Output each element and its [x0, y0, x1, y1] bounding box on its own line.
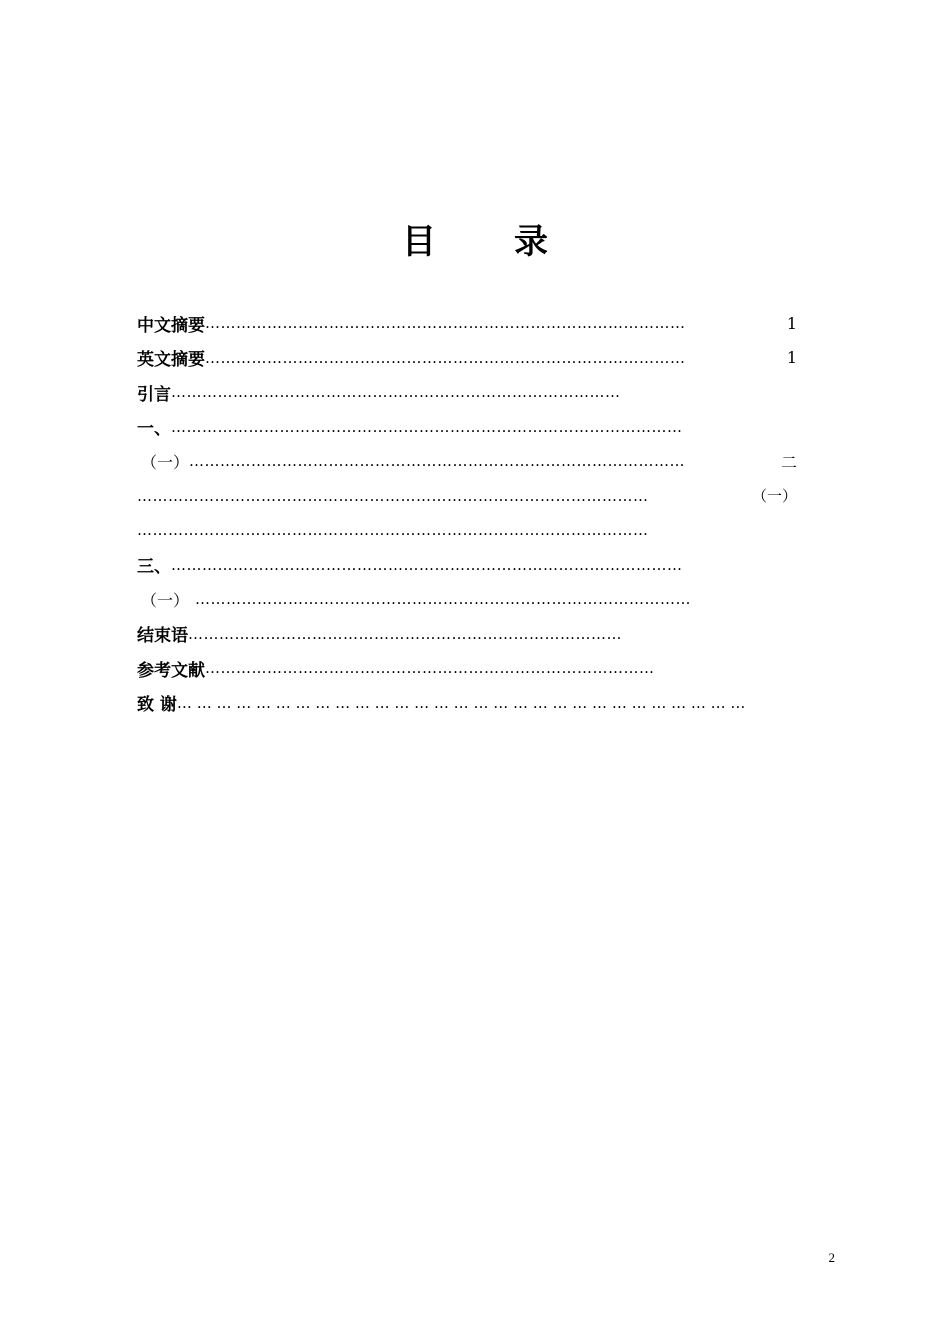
toc-leader: ……………………………………………………………………………………… — [171, 555, 683, 574]
toc-entry-references[interactable] — [137, 651, 797, 686]
toc-trailing-text: 二 — [780, 452, 797, 472]
title-char-2: 录 — [514, 222, 548, 262]
toc-label: 中文摘要 — [137, 315, 205, 336]
toc-entry-continuation-2[interactable] — [137, 513, 797, 548]
toc-entry-acknowledgements[interactable] — [137, 686, 797, 721]
table-of-contents — [137, 306, 797, 720]
toc-label: 引言 — [137, 384, 171, 405]
toc-leader: ……………………………………………………………………………………… — [137, 486, 649, 505]
toc-entry-english-abstract[interactable] — [137, 341, 797, 376]
toc-label: 三、 — [137, 557, 171, 578]
toc-entry-introduction[interactable] — [137, 375, 797, 410]
toc-entry-section-3[interactable] — [137, 548, 797, 583]
toc-leader: …………………………………………………………………………………… — [189, 452, 686, 471]
toc-label: 一、 — [137, 419, 171, 440]
toc-leader: ………………………………………………………………………………… — [205, 348, 686, 367]
toc-label: （一） — [141, 590, 190, 610]
title-char-1: 目 — [402, 222, 436, 262]
toc-label: 结束语 — [137, 626, 188, 647]
toc-label: （一） — [141, 452, 190, 472]
toc-page-number: 1 — [786, 313, 797, 333]
toc-entry-subsection-1-1[interactable] — [137, 444, 797, 479]
toc-trailing-text: （一） — [751, 487, 797, 506]
toc-leader: …………………………………………………………………………… — [171, 383, 621, 402]
toc-leader: …………………………………………………………………………… — [205, 659, 655, 678]
toc-label: 参考文献 — [137, 660, 205, 681]
page-title — [0, 222, 950, 262]
toc-leader: ……………………………………………………………………………………… — [171, 417, 683, 436]
toc-leader: … … … … … … … … … … … … … … … … … … … … … … … … … … … … … — [176, 693, 746, 712]
toc-label: 英文摘要 — [137, 350, 205, 371]
toc-leader: ……………………………………………………………………………………… — [137, 521, 649, 540]
toc-page-number: 1 — [786, 348, 797, 368]
toc-leader: …………………………………………………………………………………… — [195, 590, 692, 609]
toc-leader: ………………………………………………………………………………… — [205, 314, 686, 333]
toc-leader: ………………………………………………………………………… — [188, 624, 622, 643]
toc-entry-chinese-abstract[interactable] — [137, 306, 797, 341]
toc-entry-subsection-3-1[interactable] — [137, 582, 797, 617]
toc-entry-continuation[interactable] — [137, 479, 797, 514]
page-number: 2 — [828, 1250, 835, 1265]
toc-entry-conclusion[interactable] — [137, 617, 797, 652]
toc-label: 致 谢 — [137, 695, 177, 716]
toc-entry-section-1[interactable] — [137, 410, 797, 445]
